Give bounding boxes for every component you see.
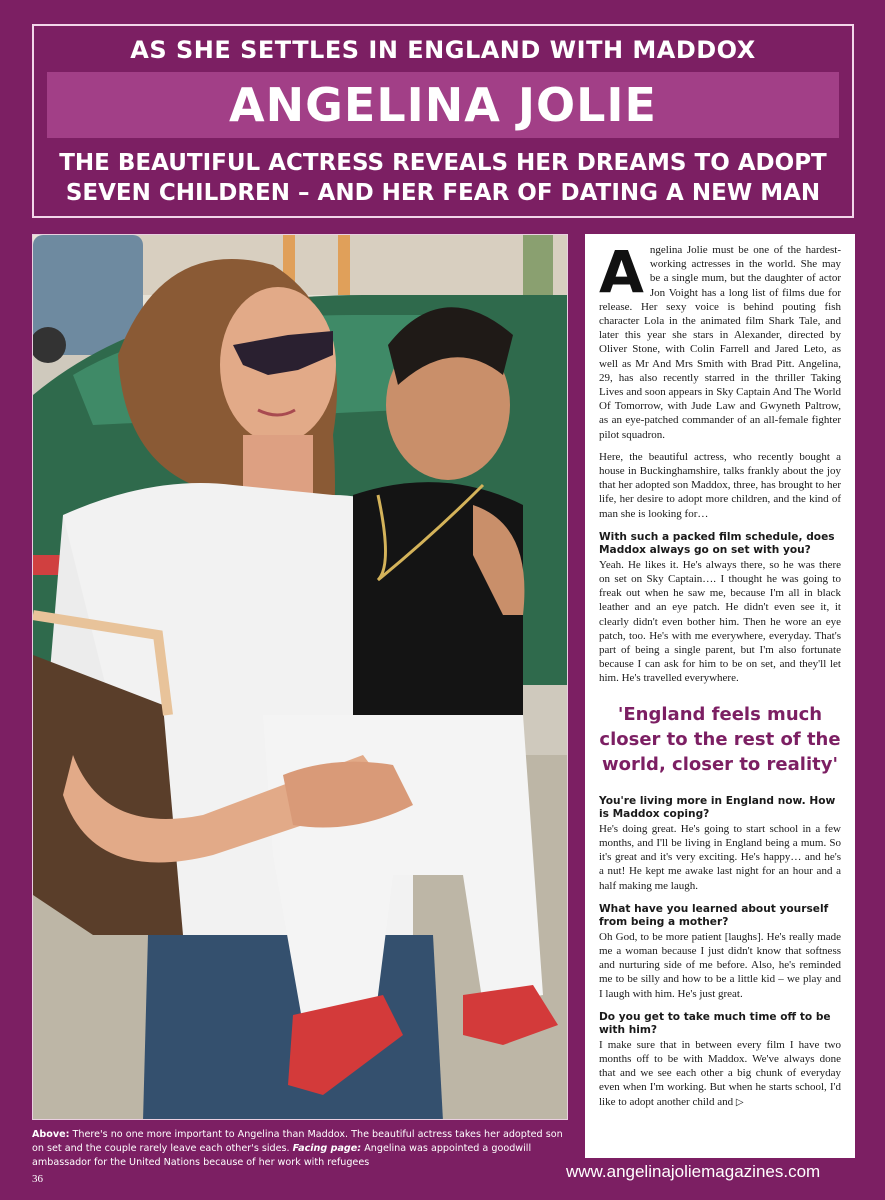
question-1: With such a packed film schedule, does Maddox always go on set with you? (599, 530, 835, 557)
page-number: 36 (32, 1173, 43, 1185)
intro-paragraph (599, 238, 841, 442)
deck-line-2: SEVEN CHILDREN – AND HER FEAR OF DATING A NEW MAN (65, 180, 821, 206)
intro-text: ngelina Jolie must be one of the hardest-working actresses in the world. She may be a single mum, but the daughter of actor Jon Voight has a long list of films due for release. Her sexy voice is behind pouting fish character Lola in the animated film Shark Tale, and later this year she stars in Alexander, directed by Oliver Stone, with Colin Farrell and Jared Leto, as well as Mr And Mrs Smith with Brad Pitt. Angelina, 29, has also recently starred in the thriller Taking Lives and soon appears in Sky Captain And The World Of Tomorrow, with Jude Law and Gwyneth Paltrow, as an eye-patched commander of an all-female fighter pilot squadron. (599, 244, 841, 441)
answer-4 (599, 1038, 841, 1110)
article-column (585, 234, 855, 1158)
caption-facing-label: Facing page: (292, 1143, 362, 1154)
kicker: AS SHE SETTLES IN ENGLAND WITH MADDOX (130, 36, 756, 64)
second-paragraph: Here, the beautiful actress, who recently bought a house in Buckinghamshire, talks frankly about the joy that her adopted son Maddox, three, has brought to her life, her desire to adopt more children, and the kind of man she is looking for… (599, 450, 841, 520)
photo-caption (32, 1128, 572, 1170)
caption-above-label: Above: (32, 1129, 70, 1140)
drop-cap: A (599, 238, 644, 306)
caption-facing-text: Angelina was appointed a goodwill ambassador for the United Nations because of her work with refugees (32, 1143, 532, 1168)
question-4: Do you get to take much time off to be with him? (599, 1010, 831, 1037)
pull-quote: 'England feels much closer to the rest of the world, closer to reality' (599, 703, 841, 775)
watermark-url: www.angelinajoliemagazines.com (566, 1162, 821, 1181)
answer-4-text: I make sure that in between every film I have two months off to be with Maddox. We've always done that and we see each other a big chunk of everyday even when I'm working. But when he starts school, I'd like to adopt another child and (599, 1038, 841, 1108)
caption-above-text: There's no one more important to Angelina than Maddox. The beautiful actress takes her adopted son on set and the couple rarely leave each other's sides. (32, 1129, 563, 1154)
photo-illustration (33, 235, 568, 1120)
header-box (32, 24, 854, 218)
answer-2: He's doing great. He's going to start school in a few months, and I'll be living in England being a mum. So it's great and it's very exciting. He's happy… and he's a nut! He kept me awake last night for an hour and a half making me laugh. (599, 822, 841, 892)
deck (34, 148, 852, 208)
deck-line-1: THE BEAUTIFUL ACTRESS REVEALS HER DREAMS TO ADOPT (59, 150, 827, 176)
continue-arrow-icon: ▷ (735, 1096, 744, 1108)
headline-name: ANGELINA JOLIE (229, 78, 657, 132)
answer-3: Oh God, to be more patient [laughs]. He's really made me a woman because I just didn't know that softness and nurturing side of me before. Also, he's reminded me to be silly and how to be a little kid – we play and I laugh with him. He's just great. (599, 930, 841, 1000)
photo-angelina-and-maddox (32, 234, 568, 1120)
question-2: You're living more in England now. How is Maddox coping? (599, 794, 836, 821)
name-band (47, 72, 839, 138)
question-3: What have you learned about yourself from being a mother? (599, 902, 829, 929)
answer-1: Yeah. He likes it. He's always there, so he was there on set on Sky Captain…. I thought he was going to freak out when he saw me, because I'm all in black leather and an eye patch. He didn't even see it, it clearly didn't even bother him. Then he wore an eye patch, too. He's with me everywhere, everyday. That's part of being a single parent, but I'm also fortunate because I can ask for him to be on set, and they'll let him. He's travelled everywhere. (599, 558, 841, 685)
